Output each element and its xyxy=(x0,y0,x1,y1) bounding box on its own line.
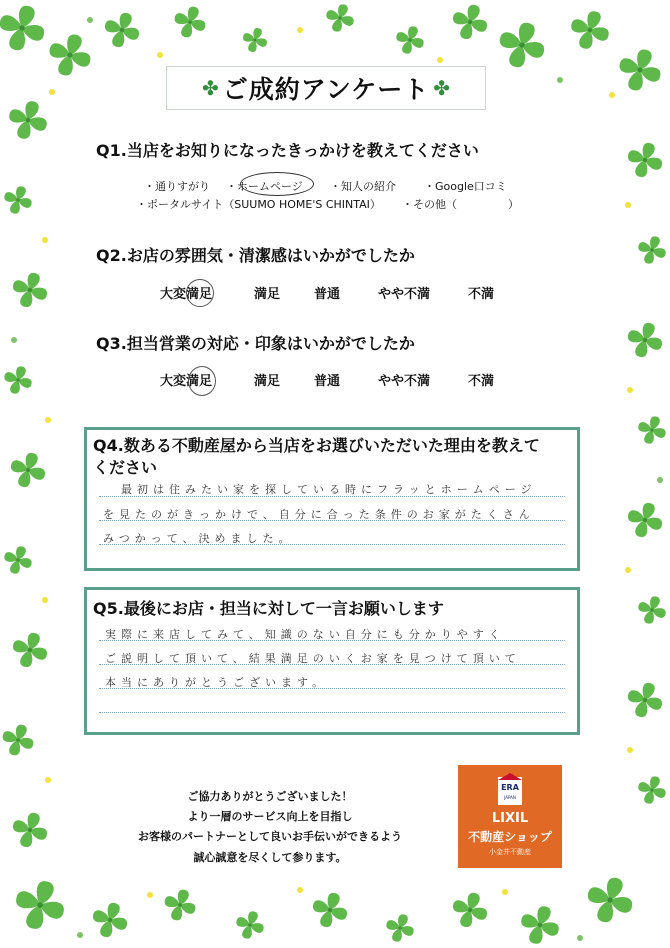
q4-answer-box[interactable] xyxy=(84,427,580,571)
closing-line: 誠心誠意を尽くして参ります。 xyxy=(193,851,347,864)
q5-answer-box[interactable] xyxy=(84,587,580,735)
q5-answer-line: 実際に来店してみて、知識のない自分にも分かりやすく xyxy=(105,628,505,641)
q4-answer-line: みつかって、決めました。 xyxy=(103,532,295,545)
q1-option[interactable]: ・ポータルサイト（SUUMO HOME'S CHINTAI） xyxy=(136,198,381,211)
selection-circle xyxy=(188,366,216,396)
q2-scale-option-selected[interactable]: 大変満足 xyxy=(160,287,213,302)
closing-line: より一層のサービス向上を目指し xyxy=(187,810,353,823)
q3-question: Q3.担当営業の対応・印象はいかがでしたか xyxy=(96,334,415,353)
answer-line xyxy=(99,712,565,713)
logo-shop-name: 不動産ショップ xyxy=(468,830,552,844)
logo-brand: LIXIL xyxy=(491,811,529,826)
q2-question: Q2.お店の雰囲気・清潔感はいかがでしたか xyxy=(96,246,415,265)
era-badge-subtext: JAPAN xyxy=(504,795,516,800)
closing-line: お客様のパートナーとして良いお手伝いができるよう xyxy=(138,830,402,843)
clover-icon: ✤ xyxy=(201,76,219,100)
q1-option[interactable]: ・通りすがり xyxy=(144,180,210,193)
q4-question-continued: ください xyxy=(93,458,158,477)
q5-question: Q5.最後にお店・担当に対して一言お願いします xyxy=(93,599,444,618)
q2-scale-option[interactable]: 普通 xyxy=(314,287,341,302)
selection-circle xyxy=(186,279,214,307)
q3-scale-option[interactable]: 不満 xyxy=(468,374,495,389)
q1-option-selected[interactable]: ・ホームページ xyxy=(226,180,303,193)
q4-answer-line: 最初は住みたい家を探している時にフラッとホームページ xyxy=(121,483,537,496)
title-box xyxy=(166,66,486,110)
q1-option-other-close: ） xyxy=(508,198,519,211)
clover-icon: ✤ xyxy=(433,76,451,100)
q3-scale-option-selected[interactable]: 大変満足 xyxy=(160,374,213,389)
q4-question: Q4.数ある不動産屋から当店をお選びいただいた理由を教えて xyxy=(93,436,540,455)
selection-circle xyxy=(240,172,314,196)
q4-answer-line: を見たのがきっかけで、自分に合った条件のお家がたくさん xyxy=(103,508,535,521)
q5-answer-line: 本当にありがとうございます。 xyxy=(105,676,329,689)
q1-question: Q1.当店をお知りになったきっかけを教えてください xyxy=(96,141,479,160)
q3-scale-option[interactable]: やや不満 xyxy=(378,374,431,389)
q1-option-other[interactable]: ・その他（ xyxy=(402,198,457,211)
q2-scale-option[interactable]: 満足 xyxy=(254,287,281,302)
era-badge-text: ERA xyxy=(501,783,519,792)
closing-line: ご協力ありがとうございました！ xyxy=(187,790,353,803)
q1-option[interactable]: ・知人の紹介 xyxy=(330,180,396,193)
q2-scale-option[interactable]: 不満 xyxy=(468,287,495,302)
q3-scale-option[interactable]: 普通 xyxy=(314,374,341,389)
q2-scale-option[interactable]: やや不満 xyxy=(378,287,431,302)
q5-answer-line: ご説明して頂いて、結果満足のいくお家を見つけて頂いて xyxy=(105,652,521,665)
q1-option[interactable]: ・Google口コミ xyxy=(424,180,507,193)
era-roof-icon xyxy=(498,773,522,780)
lixil-shop-logo xyxy=(458,765,562,868)
page-title: ご成約アンケート xyxy=(222,75,430,104)
q3-scale-option[interactable]: 満足 xyxy=(254,374,281,389)
logo-branch-name: 小金井不動産 xyxy=(489,848,531,856)
